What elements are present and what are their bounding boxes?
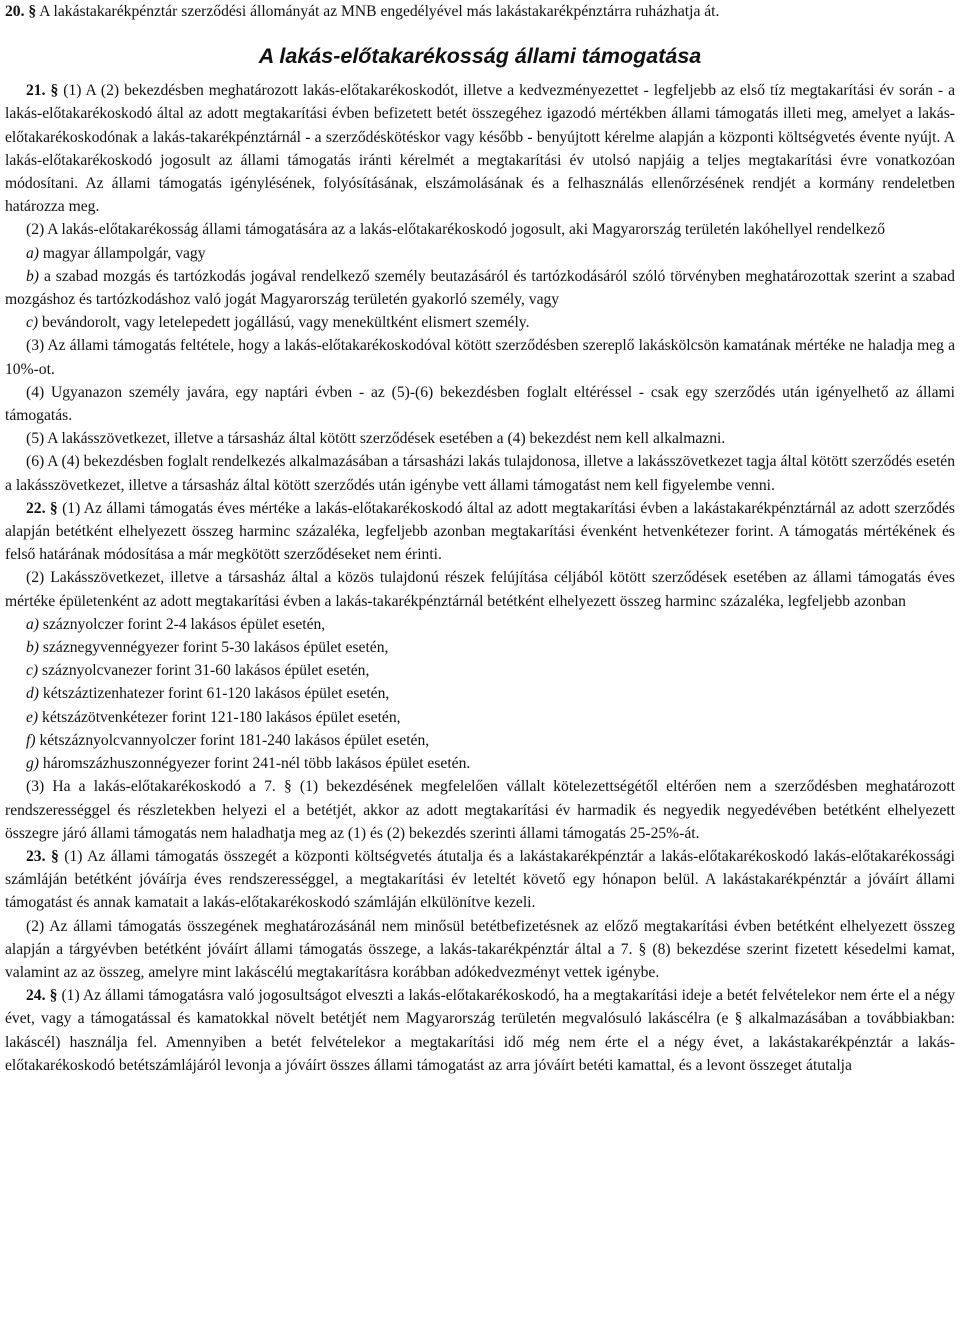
item-label: e) [26,708,39,726]
item-label: c) [26,314,39,332]
item-text: háromszázhuszonnégyezer forint 241-nél több lakásos épület esetén. [42,755,471,773]
item-text: bevándorolt, vagy letelepedett jogállású, vagy menekültként elismert személy. [42,314,530,332]
section-22-paragraph-3: (3) Ha a lakás-előtakarékoskodó a 7. § (1) bekezdésének megfelelően vállalt kötelezettségétől eltérően nem a szerződésben meghatározott rendszerességgel és részletekben helyezi el a betétjét, akkor az adott megtakarítási év harmadik és negyedik negyedévében betétként elhelyezett összegre járó állami támogatás nem haladhatja meg az (1) és (2) bekezdés szerinti állami támogatás 25-25%-át. [5,778,955,842]
item-label: a) [26,244,39,262]
section-22-number: 22. [26,499,46,517]
section-21-paragraph-2: (2) A lakás-előtakarékosság állami támogatására az a lakás-előtakarékoskodó jogosult, aki Magyarország területén lakóhellyel rendelkező [26,221,886,239]
list-item [26,706,955,729]
section-23-p1-text: (1) Az állami támogatás összegét a központi költségvetés átutalja és a lakástakarékpénztár a lakás-előtakarékoskodó lakás-előtakarékossági számláján betétként jóváírja éves rendszerességgel, a megtakarítási év leteltét követő egy hónapon belül. A lakástakarékpénztár a jóváírt állami támogatást és annak kamatait a lakás-előtakarékoskodó számláján elkülönítve kezeli. [5,847,955,912]
item-label: b) [26,267,39,285]
item-label: f) [26,731,36,749]
section-21-paragraph-5: (5) A lakásszövetkezet, illetve a társasház által kötött szerződések esetében a (4) bekezdést nem kell alkalmazni. [26,430,726,448]
list-item [26,729,955,752]
list-item [26,659,955,682]
item-label: c) [26,662,39,680]
section-21-paragraph-6: (6) A (4) bekezdésben foglalt rendelkezés alkalmazásában a társasházi lakás tulajdonosa, illetve a lakásszövetkezet tagja által kötött szerződés esetén a lakásszövetkezet, illetve a társasház által kötött szerződés után igénybe vett állami támogatást nem kell figyelembe venni. [5,453,955,494]
section-sign: § [49,499,58,517]
item-text: száznegyvennégyezer forint 5-30 lakásos épület esetén, [42,639,389,657]
section-heading: A lakás-előtakarékosság állami támogatása [258,44,702,69]
item-text: kétszáztizenhatezer forint 61-120 lakásos épület esetén, [42,685,390,703]
item-label: b) [26,639,39,657]
list-item [26,752,955,775]
section-24-paragraph-1 [5,984,955,1077]
section-sign: § [49,987,58,1005]
section-24-number: 24. [26,987,46,1005]
section-24-p1-text: (1) Az állami támogatásra való jogosultságot elveszti a lakás-előtakarékoskodó, ha a megtakarítási ideje a betét felvételekor nem érte el a négy évet, vagy a támogatással és kamatokkal növelt betétjét nem Magyarország területén megvalósuló lakáscélra (e § alkalmazásában a továbbiakban: lakáscél) használja fel. Amennyiben a betét felvételekor a megtakarítási idő még nem érte el a négy évet, a lakástakarékpénztár a lakás-előtakarékoskodó betétszámlájáról levonja a jóváírt összes állami támogatást az arra jóváírt betéti kamattal, és a levont összeget átutalja [5,987,955,1074]
section-23-number: 23. [26,847,46,865]
section-21-item-a [26,242,955,265]
section-22-paragraph-2: (2) Lakásszövetkezet, illetve a társasház által a közös tulajdonú részek felújítása céljából kötött szerződések esetében az állami támogatás éves mértéke épületenként az adott megtakarítási évben a lakás-takarékpénztárnál betétként elhelyezett összeg harminc százaléka, legfeljebb azonban [5,569,955,610]
section-21-p1-text: (1) A (2) bekezdésben meghatározott lakás-előtakarékoskodót, illetve a kedvezményezettet - legfeljebb az első tíz megtakarítási év során - a lakás-előtakarékoskodó által az adott megtakarítási évben befizetett betét összegéhez igazodó mértékben állami támogatás illeti meg, amelyet a lakás-előtakarékoskodónak a lakás-takarékpénztárnál - a szerződéskötéskor vagy később - benyújtott kérelme alapján a központi költségvetés évente nyújt. A lakás-előtakarékoskodó jogosult az állami támogatás iránti kérelmét a megtakarítási év utolsó napjáig a teljes megtakarítási évre vonatkozóan módosítani. Az állami támogatás igénylésének, folyósításának, elszámolásának és a felhasználás ellenőrzésének rendjét a kormány rendeletben határozza meg. [5,82,956,216]
item-text: száznyolcvanezer forint 31-60 lakásos épület esetén, [42,662,370,680]
item-label: g) [26,755,39,773]
item-text: magyar állampolgár, vagy [42,244,206,262]
section-21-paragraph-3: (3) Az állami támogatás feltétele, hogy a lakás-előtakarékoskodóval kötött szerződésben szereplő lakáskölcsön kamatának mértéke ne haladja meg a 10%-ot. [5,337,955,378]
section-sign: § [28,3,37,20]
section-20-number: 20. [5,3,25,20]
section-23-paragraph-2: (2) Az állami támogatás összegének meghatározásánál nem minősül betétbefizetésnek az előző megtakarítási évben betétként elhelyezett összeg alapján a tárgyévben betétként jóváírt állami támogatás összege, a lakás-takarékpénztár által a 7. § (8) bekezdése szerint fizetett késedelmi kamat, valamint az az összeg, amelyre mint lakáscélú megtakarításra korábban adókedvezményt vettek igénybe. [5,917,955,981]
section-21-item-c [26,311,955,334]
item-text: a szabad mozgás és tartózkodás jogával rendelkező személy beutazásáról és tartózkodásáról szóló törvényben meghatározottak szerint a szabad mozgáshoz és tartózkodáshoz való jogát Magyarország területén gyakorló személy, vagy [5,267,955,309]
section-23-paragraph-1 [5,845,955,915]
item-label: d) [26,685,39,703]
list-item [26,636,955,659]
section-21-item-b [5,265,955,311]
section-22-paragraph-1 [5,497,955,567]
item-text: száznyolczer forint 2-4 lakásos épület esetén, [42,615,326,633]
section-sign: § [50,82,59,100]
section-21-paragraph-4: (4) Ugyanazon személy javára, egy naptári évben - az (5)-(6) bekezdésben foglalt eltéréssel - csak egy szerződés után igényelhető az állami támogatás. [5,383,955,425]
item-text: kétszáznyolcvannyolczer forint 181-240 lakásos épület esetén, [39,731,430,749]
list-item [26,682,955,705]
section-20-paragraph [5,0,955,23]
section-21-paragraph-1 [5,79,955,218]
section-20-text: A lakástakarékpénztár szerződési állományát az MNB engedélyével más lakástakarékpénztárra ruházhatja át. [39,3,720,20]
item-label: a) [26,615,39,633]
section-21-number: 21. [26,82,46,100]
section-22-p1-text: (1) Az állami támogatás éves mértéke a lakás-előtakarékoskodó által az adott megtakarítási évben a lakástakarékpénztárnál az adott szerződés alapján betétként elhelyezett összeg harminc százaléka, legfeljebb azonban megtakarítási évenként hetvenkétezer forint. A támogatás mértékének és felső határának módosítása a már megkötött szerződéseket nem érinti. [5,499,955,564]
item-text: kétszázötvenkétezer forint 121-180 lakásos épület esetén, [42,708,401,726]
list-item [26,613,955,636]
section-sign: § [50,847,59,865]
